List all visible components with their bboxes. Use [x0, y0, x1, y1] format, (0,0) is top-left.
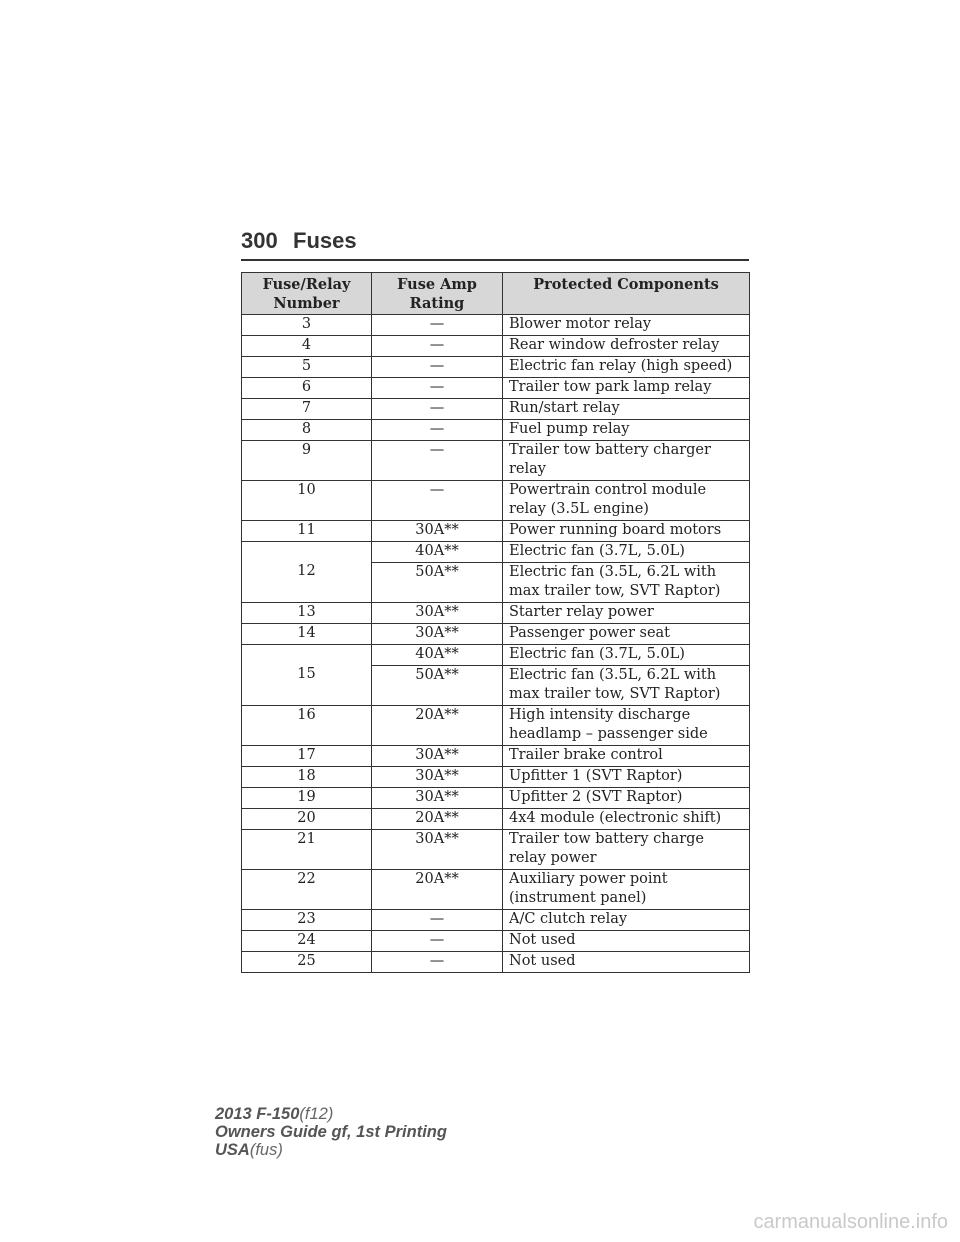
column-header-fuse-amp-rating — [372, 273, 503, 315]
protected-component-cell: Upfitter 2 (SVT Raptor) — [503, 788, 750, 809]
fuse-number-cell: 15 — [242, 645, 372, 706]
protected-component-cell: Electric fan (3.7L, 5.0L) — [503, 645, 750, 666]
table-row — [242, 481, 750, 521]
protected-component-cell: Electric fan relay (high speed) — [503, 357, 750, 378]
section-title: Fuses — [293, 228, 357, 253]
table-row — [242, 420, 750, 441]
table-row — [242, 603, 750, 624]
fuse-amp-rating-cell: 30A** — [372, 603, 503, 624]
protected-component-cell: Starter relay power — [503, 603, 750, 624]
footer-line-model — [215, 1105, 447, 1123]
fuse-amp-rating-cell: — — [372, 357, 503, 378]
table-row — [242, 399, 750, 420]
fuse-number-cell: 18 — [242, 767, 372, 788]
column-header-line: Rating — [409, 295, 465, 312]
table-row — [242, 624, 750, 645]
fuse-amp-rating-cell: 40A** — [372, 542, 503, 563]
table-row — [242, 830, 750, 870]
footer-market-code: (fus) — [249, 1141, 283, 1159]
protected-component-cell: Not used — [503, 952, 750, 973]
fuse-amp-rating-cell: 30A** — [372, 624, 503, 645]
table-row — [242, 809, 750, 830]
column-header-line: Number — [273, 295, 340, 312]
fuse-number-cell: 13 — [242, 603, 372, 624]
protected-component-cell: Trailer brake control — [503, 746, 750, 767]
protected-component-cell: Trailer tow park lamp relay — [503, 378, 750, 399]
footer-model-code: (f12) — [299, 1105, 334, 1123]
column-header-line: Fuse/Relay — [262, 276, 351, 293]
fuse-number-cell: 12 — [242, 542, 372, 603]
fuse-amp-rating-cell: 50A** — [372, 666, 503, 706]
fuse-number-cell: 4 — [242, 336, 372, 357]
fuse-number-cell: 3 — [242, 315, 372, 336]
fuse-table-body — [242, 315, 750, 973]
table-row — [242, 746, 750, 767]
fuse-number-cell: 23 — [242, 910, 372, 931]
fuse-number-cell: 17 — [242, 746, 372, 767]
fuse-amp-rating-cell: 20A** — [372, 870, 503, 910]
fuse-number-cell: 7 — [242, 399, 372, 420]
footer-line-market — [215, 1141, 447, 1159]
protected-component-cell: Passenger power seat — [503, 624, 750, 645]
table-row — [242, 706, 750, 746]
protected-component-cell: Auxiliary power point (instrument panel) — [503, 870, 750, 910]
table-row — [242, 357, 750, 378]
protected-component-cell: Trailer tow battery charger relay — [503, 441, 750, 481]
protected-component-cell: Electric fan (3.5L, 6.2L with max trailer tow, SVT Raptor) — [503, 666, 750, 706]
protected-component-cell: Power running board motors — [503, 521, 750, 542]
protected-component-cell: Fuel pump relay — [503, 420, 750, 441]
table-row — [242, 378, 750, 399]
fuse-amp-rating-cell: — — [372, 336, 503, 357]
column-header-protected-components — [503, 273, 750, 315]
protected-component-cell: Electric fan (3.5L, 6.2L with max trailer tow, SVT Raptor) — [503, 563, 750, 603]
fuse-amp-rating-cell: — — [372, 420, 503, 441]
fuse-amp-rating-cell: — — [372, 952, 503, 973]
fuse-number-cell: 20 — [242, 809, 372, 830]
table-row — [242, 315, 750, 336]
footer — [215, 1105, 447, 1159]
table-row — [242, 441, 750, 481]
table-row — [242, 952, 750, 973]
table-row — [242, 870, 750, 910]
fuse-table — [241, 272, 750, 973]
fuse-amp-rating-cell: 20A** — [372, 809, 503, 830]
protected-component-cell: Blower motor relay — [503, 315, 750, 336]
fuse-number-cell: 8 — [242, 420, 372, 441]
fuse-number-cell: 22 — [242, 870, 372, 910]
protected-component-cell: A/C clutch relay — [503, 910, 750, 931]
protected-component-cell: Upfitter 1 (SVT Raptor) — [503, 767, 750, 788]
fuse-number-cell: 9 — [242, 441, 372, 481]
fuse-amp-rating-cell: — — [372, 315, 503, 336]
fuse-amp-rating-cell: 20A** — [372, 706, 503, 746]
protected-component-cell: High intensity discharge headlamp – passenger side — [503, 706, 750, 746]
protected-component-cell: 4x4 module (electronic shift) — [503, 809, 750, 830]
table-row — [242, 931, 750, 952]
column-header-fuse-relay-number — [242, 273, 372, 315]
fuse-amp-rating-cell: 30A** — [372, 788, 503, 809]
fuse-amp-rating-cell: 40A** — [372, 645, 503, 666]
table-row — [242, 645, 750, 666]
fuse-number-cell: 19 — [242, 788, 372, 809]
fuse-number-cell: 21 — [242, 830, 372, 870]
table-row — [242, 336, 750, 357]
fuse-number-cell: 6 — [242, 378, 372, 399]
fuse-number-cell: 10 — [242, 481, 372, 521]
fuse-amp-rating-cell: — — [372, 441, 503, 481]
page-header — [241, 225, 749, 261]
table-row — [242, 521, 750, 542]
fuse-amp-rating-cell: 30A** — [372, 767, 503, 788]
column-header-line: Fuse Amp — [397, 276, 477, 293]
protected-component-cell: Powertrain control module relay (3.5L engine) — [503, 481, 750, 521]
footer-model: 2013 F-150 — [215, 1105, 300, 1123]
fuse-number-cell: 5 — [242, 357, 372, 378]
footer-line-guide — [215, 1123, 447, 1141]
column-header-line: Protected Components — [533, 276, 719, 293]
protected-component-cell: Run/start relay — [503, 399, 750, 420]
fuse-amp-rating-cell: — — [372, 399, 503, 420]
watermark: carmanualsonline.info — [753, 1211, 948, 1233]
table-row — [242, 542, 750, 563]
table-row — [242, 767, 750, 788]
footer-market: USA — [215, 1141, 250, 1159]
table-header-row — [242, 273, 750, 315]
fuse-amp-rating-cell: 30A** — [372, 746, 503, 767]
fuse-number-cell: 24 — [242, 931, 372, 952]
fuse-amp-rating-cell: 30A** — [372, 521, 503, 542]
fuse-number-cell: 25 — [242, 952, 372, 973]
protected-component-cell: Electric fan (3.7L, 5.0L) — [503, 542, 750, 563]
fuse-number-cell: 14 — [242, 624, 372, 645]
fuse-amp-rating-cell: 50A** — [372, 563, 503, 603]
fuse-number-cell: 16 — [242, 706, 372, 746]
fuse-amp-rating-cell: 30A** — [372, 830, 503, 870]
protected-component-cell: Rear window defroster relay — [503, 336, 750, 357]
fuse-amp-rating-cell: — — [372, 910, 503, 931]
protected-component-cell: Not used — [503, 931, 750, 952]
page-number: 300 — [241, 228, 278, 253]
fuse-amp-rating-cell: — — [372, 481, 503, 521]
footer-guide: Owners Guide gf, 1st Printing — [215, 1123, 447, 1141]
fuse-amp-rating-cell: — — [372, 378, 503, 399]
protected-component-cell: Trailer tow battery charge relay power — [503, 830, 750, 870]
table-row — [242, 910, 750, 931]
fuse-amp-rating-cell: — — [372, 931, 503, 952]
table-row — [242, 788, 750, 809]
fuse-number-cell: 11 — [242, 521, 372, 542]
